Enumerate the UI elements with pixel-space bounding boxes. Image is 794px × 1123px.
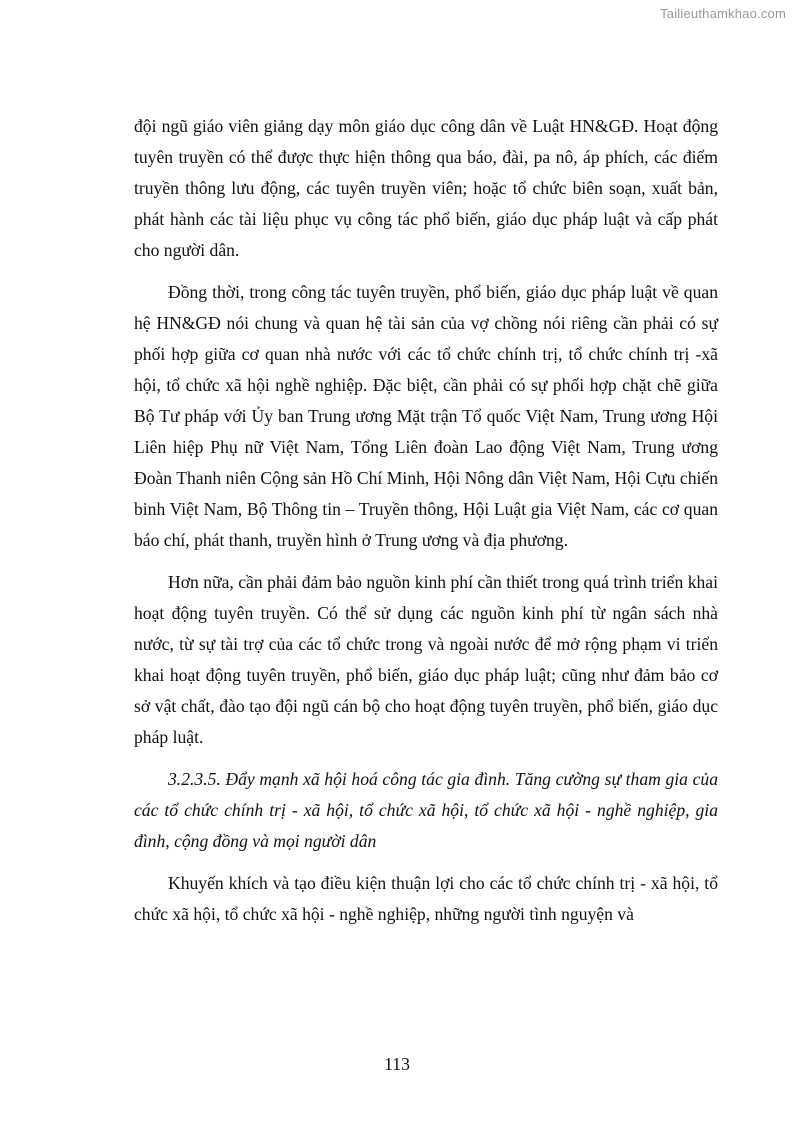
watermark: Tailieuthamkhao.com <box>660 6 786 21</box>
page-body <box>134 111 718 930</box>
page-number: 113 <box>384 1054 410 1074</box>
paragraph-funding: Hơn nữa, cần phải đảm bảo nguồn kinh phí cần thiết trong quá trình triển khai hoạt động tuyên truyền. Có thể sử dụng các nguồn kinh phí từ ngân sách nhà nước, từ sự tài trợ của các tổ chức trong và ngoài nước để mở rộng phạm vi triển khai hoạt động tuyên truyền, phổ biến, giáo dục pháp luật; cũng như đảm bảo cơ sở vật chất, đào tạo đội ngũ cán bộ cho hoạt động tuyên truyền, phổ biến, giáo dục pháp luật. <box>134 572 718 747</box>
paragraph-coordination: Đồng thời, trong công tác tuyên truyền, phổ biến, giáo dục pháp luật về quan hệ HN&GĐ nói chung và quan hệ tài sản của vợ chồng nói riêng cần phải có sự phối hợp giữa cơ quan nhà nước với các tổ chức chính trị, tổ chức chính trị -xã hội, tổ chức xã hội nghề nghiệp. Đặc biệt, cần phải có sự phối hợp chặt chẽ giữa Bộ Tư pháp với Ủy ban Trung ương Mặt trận Tổ quốc Việt Nam, Trung ương Hội Liên hiệp Phụ nữ Việt Nam, Tổng Liên đoàn Lao động Việt Nam, Trung ương Đoàn Thanh niên Cộng sản Hồ Chí Minh, Hội Nông dân Việt Nam, Hội Cựu chiến binh Việt Nam, Bộ Thông tin – Truyền thông, Hội Luật gia Việt Nam, các cơ quan báo chí, phát thanh, truyền hình ở Trung ương và địa phương. <box>134 282 718 550</box>
section-heading: 3.2.3.5. Đẩy mạnh xã hội hoá công tác gia đình. Tăng cường sự tham gia của các tổ chức chính trị - xã hội, tổ chức xã hội, tổ chức xã hội - nghề nghiệp, gia đình, cộng đồng và mọi người dân <box>134 769 718 851</box>
paragraph-continuation: đội ngũ giáo viên giảng dạy môn giáo dục công dân về Luật HN&GĐ. Hoạt động tuyên truyền có thể được thực hiện thông qua báo, đài, pa nô, áp phích, các điểm truyền thông lưu động, các tuyên truyền viên; hoặc tổ chức biên soạn, xuất bản, phát hành các tài liệu phục vụ công tác phổ biến, giáo dục pháp luật và cấp phát cho người dân. <box>134 116 718 260</box>
paragraph-encouragement: Khuyến khích và tạo điều kiện thuận lợi cho các tổ chức chính trị - xã hội, tổ chức xã hội, tổ chức xã hội - nghề nghiệp, những người tình nguyện và <box>134 873 718 924</box>
